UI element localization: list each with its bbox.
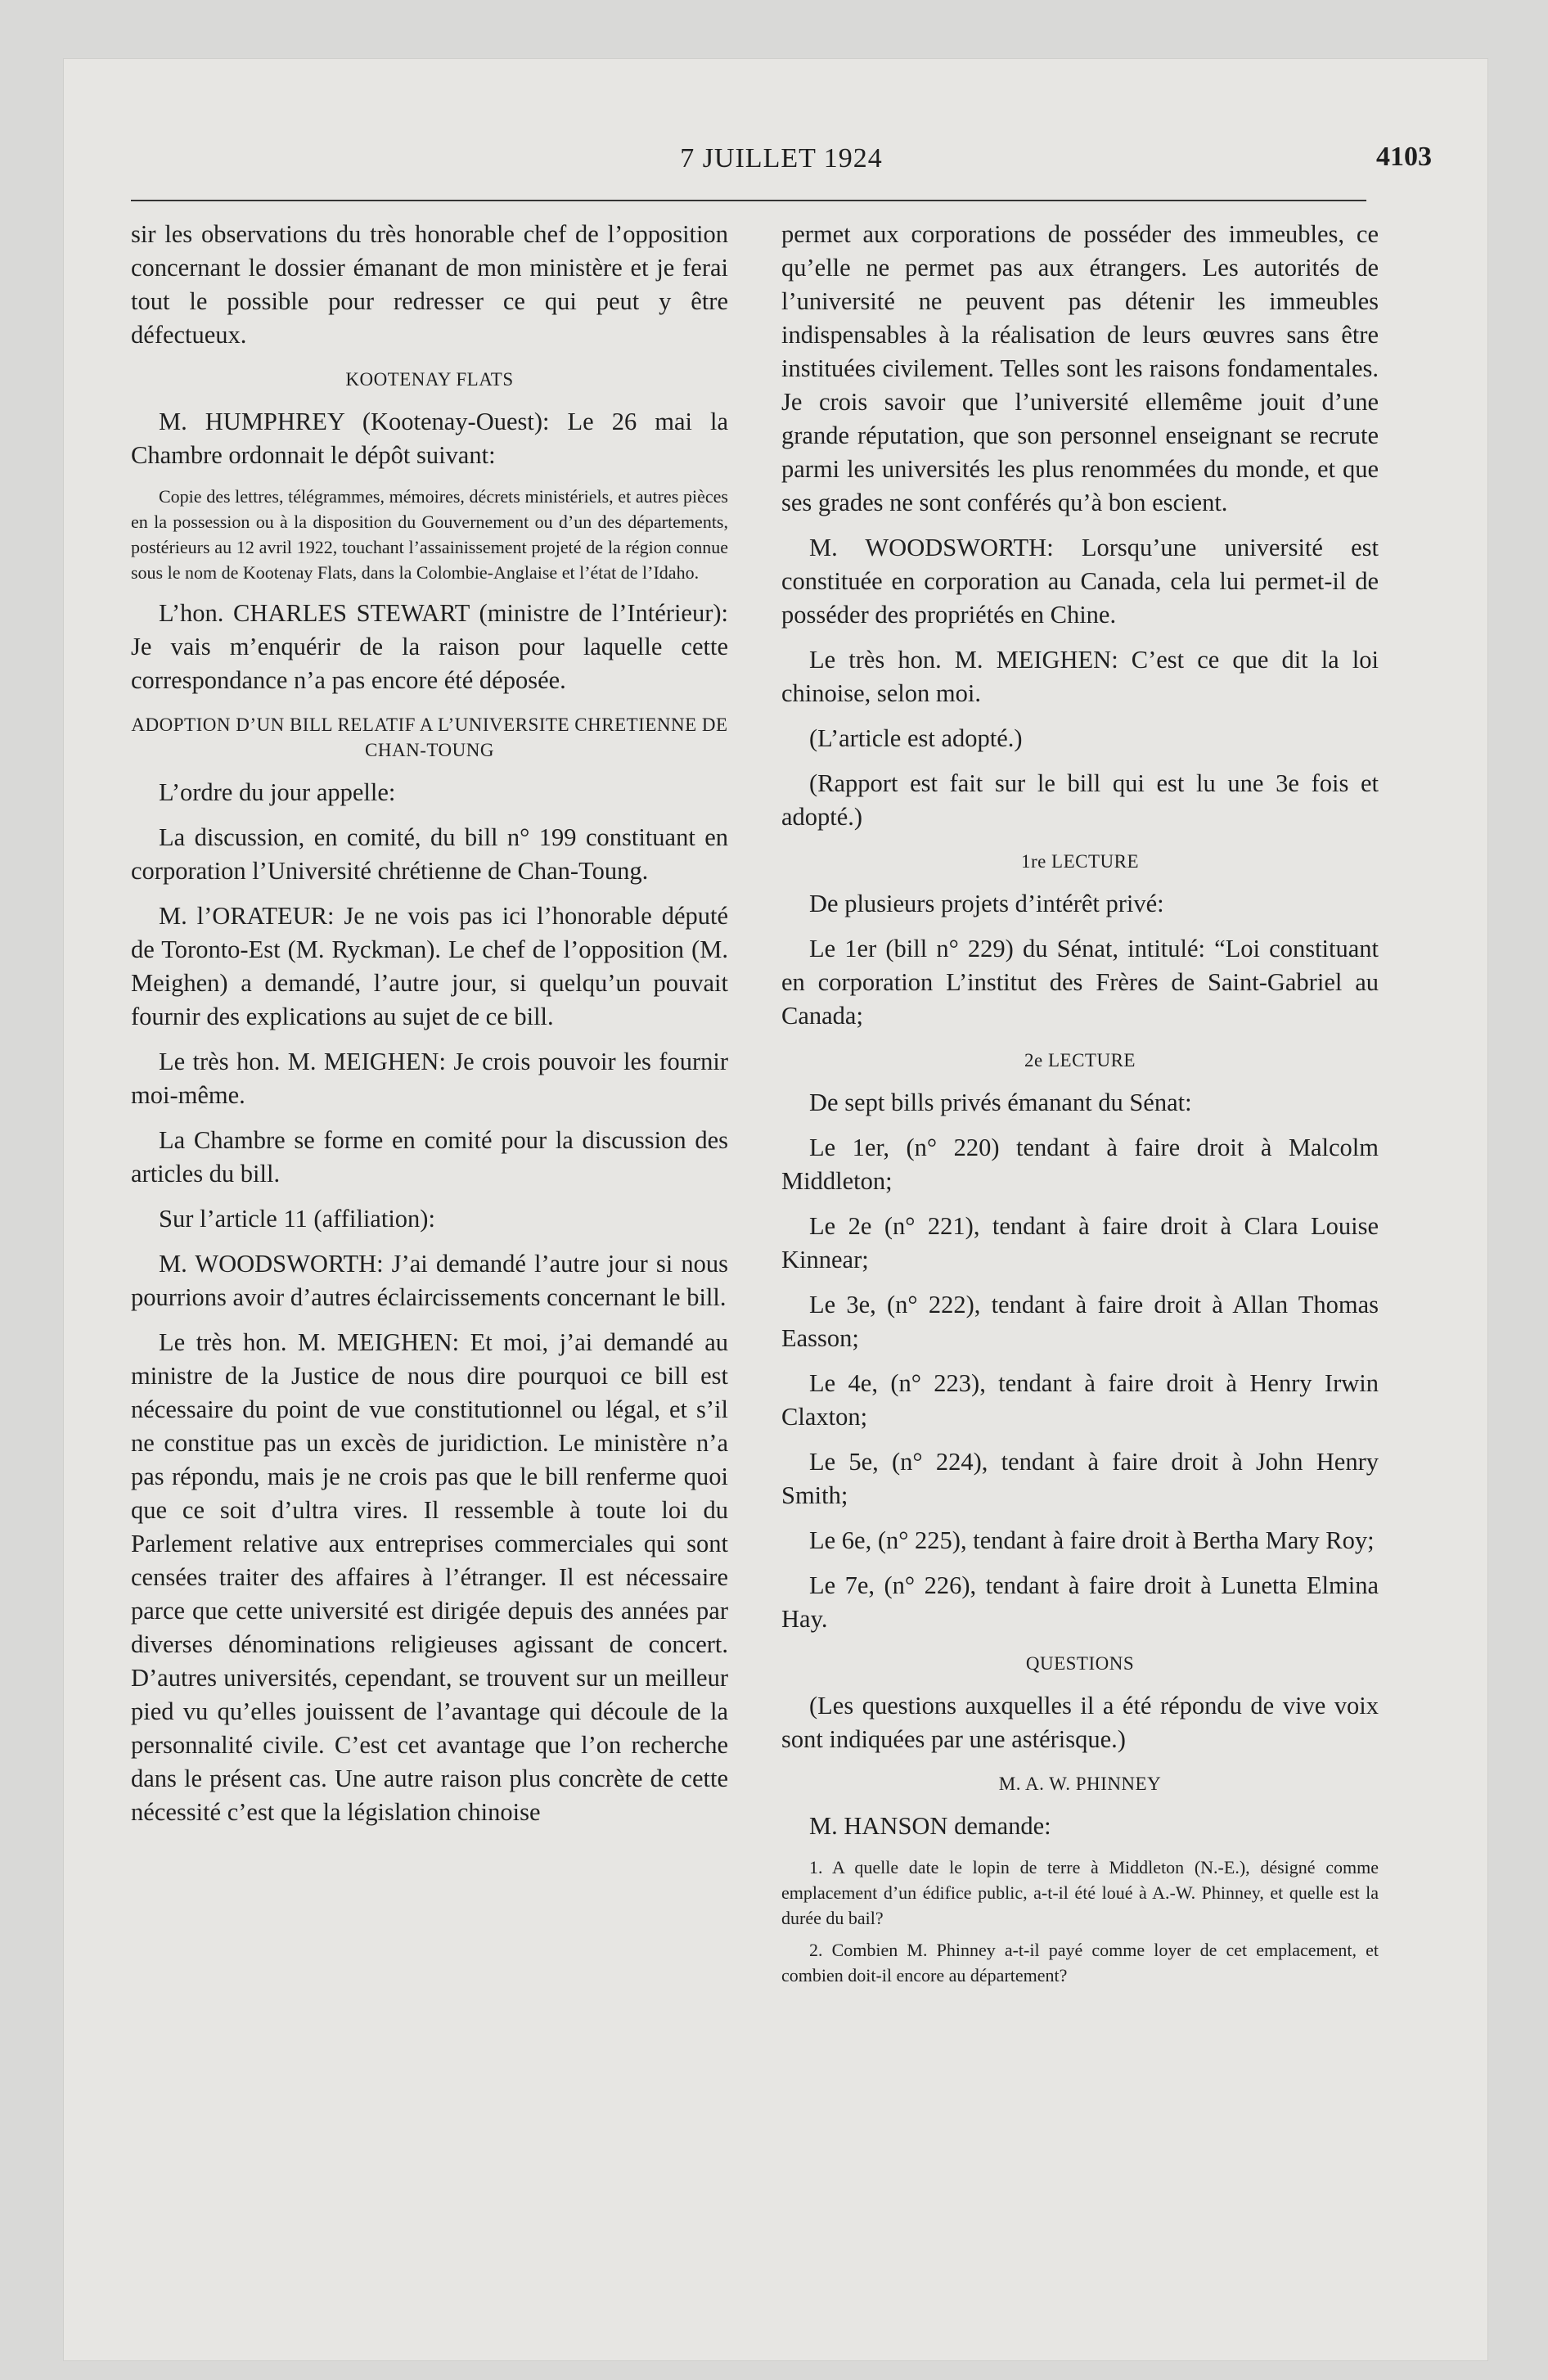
paragraph: La discussion, en comité, du bill n° 199 constituant en corporation l’Université chrétienne de Chan-Toung. bbox=[131, 823, 728, 885]
question-text: 2. Combien M. Phinney a-t-il payé comme loyer de cet emplacement, et combien doit-il encore au département? bbox=[781, 1940, 1379, 1986]
paragraph: L’ordre du jour appelle: bbox=[159, 778, 396, 806]
section-heading: 2e LECTURE bbox=[1024, 1050, 1136, 1071]
paragraph: (Rapport est fait sur le bill qui est lu une 3e fois et adopté.) bbox=[781, 769, 1379, 831]
bill-item: Le 6e, (n° 225), tendant à faire droit à Bertha Mary Roy; bbox=[809, 1526, 1375, 1554]
paragraph: (L’article est adopté.) bbox=[809, 724, 1023, 752]
paragraph: Sur l’article 11 (affiliation): bbox=[159, 1205, 435, 1233]
paragraph: M. l’ORATEUR: Je ne vois pas ici l’honorable député de Toronto-Est (M. Ryckman). Le chef de l’opposition (M. Meighen) a demandé, l’autre jour, si quelqu’un pouvait fournir des explications au sujet de ce bill. bbox=[131, 902, 728, 1030]
left-column bbox=[131, 218, 728, 1841]
bill-item: Le 3e, (n° 222), tendant à faire droit à Allan Thomas Easson; bbox=[781, 1291, 1379, 1352]
section-heading: QUESTIONS bbox=[1025, 1653, 1135, 1674]
paragraph: M. HUMPHREY (Kootenay-Ouest): Le 26 mai la Chambre ordonnait le dépôt suivant: bbox=[131, 408, 728, 469]
paragraph: Le très hon. M. MEIGHEN: Et moi, j’ai demandé au ministre de la Justice de nous dire pourquoi ce bill est nécessaire du point de vue constitutionnel ou légal, et s’il ne constitue pas un excès de juridiction. Le ministère n’a pas répondu, mais je ne crois pas que le bill renferme quoi que ce soit d’ultra vires. Il ressemble à toute loi du Parlement relative aux entreprises commerciales qui sont censées traiter des affaires à l’étranger. Il est nécessaire parce que cette université est dirigée depuis des années par diverses dénominations religieuses agissant de concert. D’autres universités, cependant, se trouvent sur un meilleur pied vu qu’elles jouissent de l’avantage qui découle de la personnalité civile. C’est cet avantage que l’on recherche dans le présent cas. Une autre raison plus concrète de cette nécessité c’est que la législation chinoise bbox=[131, 1328, 728, 1826]
header-rule bbox=[131, 200, 1366, 201]
section-heading: 1re LECTURE bbox=[1020, 851, 1140, 872]
paragraph: La Chambre se forme en comité pour la discussion des articles du bill. bbox=[131, 1126, 728, 1188]
section-heading: ADOPTION D’UN BILL RELATIF A L’UNIVERSITE CHRETIENNE DE CHAN-TOUNG bbox=[131, 714, 728, 760]
paragraph: Le 1er (bill n° 229) du Sénat, intitulé: “Loi constituant en corporation L’institut des Frères de Saint-Gabriel au Canada; bbox=[781, 935, 1379, 1030]
paragraph: M. WOODSWORTH: Lorsqu’une université est constituée en corporation au Canada, cela lui permet-il de posséder des propriétés en Chine. bbox=[781, 534, 1379, 629]
section-heading: M. A. W. PHINNEY bbox=[998, 1774, 1162, 1794]
bill-item: Le 2e (n° 221), tendant à faire droit à Clara Louise Kinnear; bbox=[781, 1212, 1379, 1273]
page-number: 4103 bbox=[1376, 142, 1432, 172]
motion-text: Copie des lettres, télégrammes, mémoires, décrets ministériels, et autres pièces en la possession ou à la disposition du Gouvernement ou d’un des départements, postérieurs au 12 avril 1922, touchant l’assainissement projeté de la région connue sous le nom de Kootenay Flats, dans la Colombie-Anglaise et l’état de l’Idaho. bbox=[131, 486, 728, 583]
section-heading: KOOTENAY FLATS bbox=[345, 369, 514, 390]
bill-item: Le 1er, (n° 220) tendant à faire droit à Malcolm Middleton; bbox=[781, 1134, 1379, 1195]
page-header bbox=[131, 135, 1432, 192]
paragraph: permet aux corporations de posséder des immeubles, ce qu’elle ne permet pas aux étrangers. Les autorités de l’université ne peuvent pas détenir les immeubles indispensables à la réalisation de leurs œuvres sans être instituées civilement. Telles sont les raisons fondamentales. Je crois savoir que l’université ellemême jouit d’une grande réputation, que son personnel enseignant se recrute parmi les universités les plus renommées du monde, et que ses grades ne sont conférés qu’à bon escient. bbox=[781, 220, 1379, 516]
paragraph: De sept bills privés émanant du Sénat: bbox=[809, 1089, 1192, 1116]
question-text: 1. A quelle date le lopin de terre à Middleton (N.-E.), désigné comme emplacement d’un édifice public, a-t-il été loué à A.-W. Phinney, et quelle est la durée du bail? bbox=[781, 1857, 1379, 1928]
page-date: 7 JUILLET 1924 bbox=[680, 143, 883, 174]
paragraph: Le très hon. M. MEIGHEN: C’est ce que dit la loi chinoise, selon moi. bbox=[781, 646, 1379, 707]
paragraph: sir les observations du très honorable chef de l’opposition concernant le dossier émanant de mon ministère et je ferai tout le possible pour redresser ce qui peut y être défectueux. bbox=[131, 220, 728, 349]
paragraph: De plusieurs projets d’intérêt privé: bbox=[809, 890, 1164, 917]
paragraph: Le très hon. M. MEIGHEN: Je crois pouvoir les fournir moi-même. bbox=[131, 1048, 728, 1109]
bill-item: Le 7e, (n° 226), tendant à faire droit à Lunetta Elmina Hay. bbox=[781, 1571, 1379, 1633]
paragraph: M. WOODSWORTH: J’ai demandé l’autre jour si nous pourrions avoir d’autres éclaircissements concernant le bill. bbox=[131, 1250, 728, 1311]
bill-item: Le 5e, (n° 224), tendant à faire droit à John Henry Smith; bbox=[781, 1448, 1379, 1509]
right-column bbox=[781, 218, 1379, 1995]
paragraph: L’hon. CHARLES STEWART (ministre de l’Intérieur): Je vais m’enquérir de la raison pour laquelle cette correspondance n’a pas encore été déposée. bbox=[131, 599, 728, 694]
bill-item: Le 4e, (n° 223), tendant à faire droit à Henry Irwin Claxton; bbox=[781, 1369, 1379, 1431]
paragraph: (Les questions auxquelles il a été répondu de vive voix sont indiquées par une astérisque.) bbox=[781, 1692, 1379, 1753]
paragraph: M. HANSON demande: bbox=[809, 1812, 1051, 1840]
